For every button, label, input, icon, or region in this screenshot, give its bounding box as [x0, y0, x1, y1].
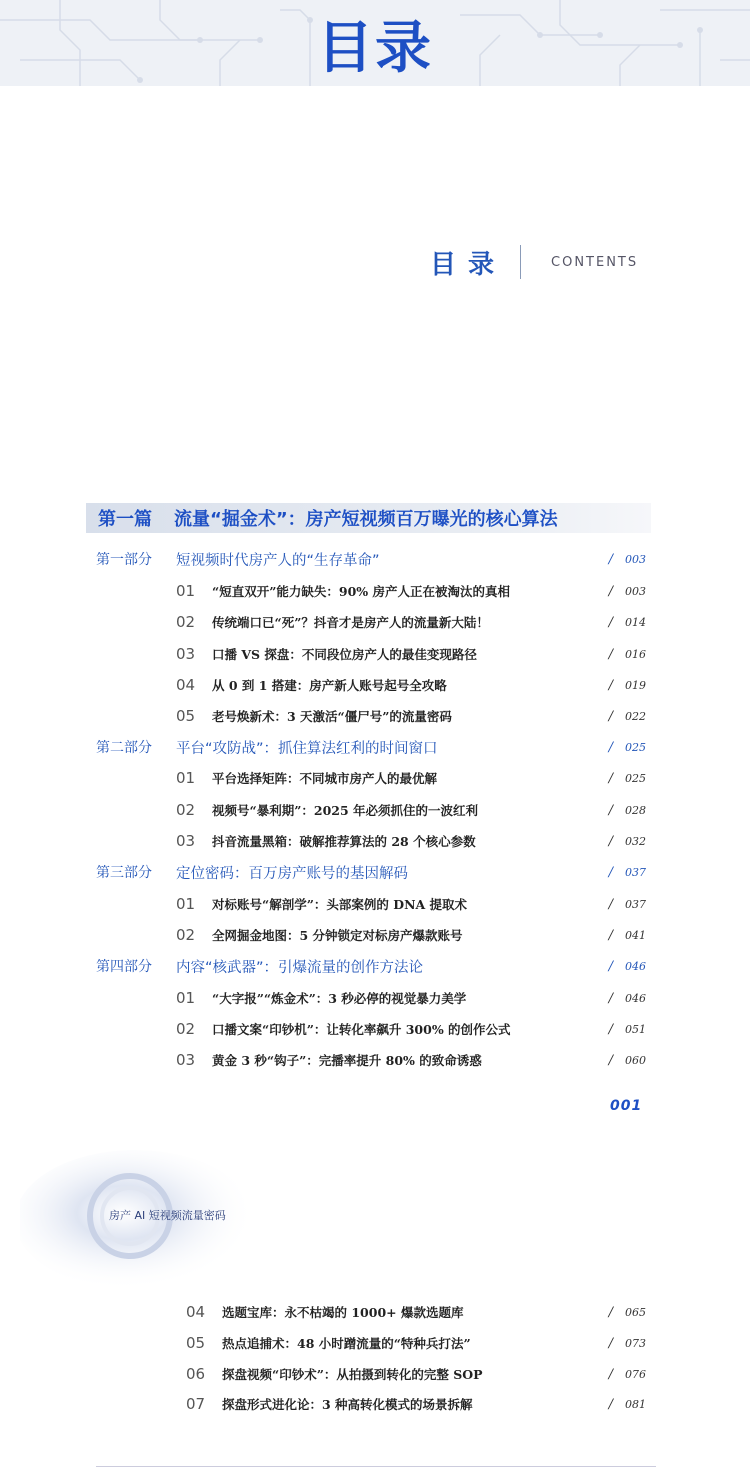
- chapter-title: 传统端口已“死”？抖音才是房产人的流量新大陆！: [212, 615, 489, 630]
- chapter-number: 01: [176, 769, 196, 787]
- page-ref-number: 028: [625, 803, 646, 817]
- toc-chapter-row[interactable]: [96, 797, 646, 823]
- bottom-divider: [96, 1466, 656, 1467]
- chapter-title: 从 0 到 1 搭建：房产新人账号起号全攻略: [212, 678, 447, 693]
- toc-chapter-row[interactable]: [96, 1047, 646, 1073]
- page-ref-number: 065: [625, 1305, 646, 1319]
- toc-chapter-row[interactable]: [96, 922, 646, 948]
- page-ref: / 019: [608, 677, 646, 693]
- section-title: 短视频时代房产人的“生存革命”: [176, 552, 380, 569]
- page-ref: / 022: [608, 708, 646, 724]
- toc-chapter-row[interactable]: [96, 641, 646, 667]
- page-ref: / 076: [608, 1366, 646, 1382]
- chapter-title: 探盘形式进化论：3 种高转化模式的场景拆解: [222, 1397, 473, 1412]
- chapter-title: 探盘视频“印钞术”：从拍摄到转化的完整 SOP: [222, 1367, 483, 1382]
- toc-chapter-row[interactable]: [96, 765, 646, 791]
- page-ref: / 025: [608, 770, 646, 786]
- toc-heading: [430, 244, 638, 280]
- page-ref-number: 025: [625, 771, 646, 785]
- chapter-number: 02: [176, 613, 196, 631]
- section-title: 内容“核武器”：引爆流量的创作方法论: [176, 959, 424, 976]
- chapter-title: 口播文案“印钞机”：让转化率飙升 300% 的创作公式: [212, 1022, 511, 1037]
- page-ref-number: 046: [625, 959, 646, 973]
- page-ref: / 003: [608, 583, 646, 599]
- toc-chapter-row[interactable]: [186, 1299, 646, 1325]
- chapter-title: 全网掘金地图：5 分钟锁定对标房产爆款账号: [212, 928, 463, 943]
- page-ref-number: 016: [625, 647, 646, 661]
- chapter-title: “短直双开”能力缺失：90% 房产人正在被淘汰的真相: [212, 584, 511, 599]
- chapter-number: 01: [176, 582, 196, 600]
- toc-chapter-row[interactable]: [186, 1361, 646, 1387]
- chapter-number: 05: [176, 707, 196, 725]
- top-banner: [0, 0, 750, 86]
- chapter-number: 02: [176, 926, 196, 944]
- running-header: 房产 AI 短视频流量密码: [109, 1209, 226, 1222]
- page-ref-number: 076: [625, 1367, 646, 1381]
- toc-chapter-row[interactable]: [96, 1016, 646, 1042]
- page-ref: / 003: [608, 551, 646, 567]
- page-ref-number: 019: [625, 678, 646, 692]
- page-ref: / 065: [608, 1304, 646, 1320]
- page-number: 001: [610, 1098, 643, 1114]
- page-ref: / 046: [608, 990, 646, 1006]
- toc-chapter-row[interactable]: [96, 891, 646, 917]
- section-title: 平台“攻防战”：抓住算法红利的时间窗口: [176, 740, 438, 757]
- toc-chapter-row[interactable]: [96, 703, 646, 729]
- part-label: 第一篇: [98, 509, 152, 530]
- chapter-number: 06: [186, 1365, 206, 1383]
- page-ref-number: 025: [625, 740, 646, 754]
- page-ref-number: 003: [625, 552, 646, 566]
- toc-section-row[interactable]: [96, 953, 646, 979]
- section-label: 第二部分: [96, 740, 152, 756]
- page-ref: / 037: [608, 896, 646, 912]
- toc-chapter-row[interactable]: [96, 609, 646, 635]
- page-ref-number: 073: [625, 1336, 646, 1350]
- page-ref: / 014: [608, 614, 646, 630]
- chapter-number: 07: [186, 1395, 206, 1413]
- page-ref-number: 081: [625, 1397, 646, 1411]
- chapter-number: 01: [176, 989, 196, 1007]
- chapter-title: 视频号“暴利期”：2025 年必须抓住的一波红利: [212, 803, 479, 818]
- chapter-title: 对标账号“解剖学”：头部案例的 DNA 提取术: [212, 897, 468, 912]
- page-ref: / 041: [608, 927, 646, 943]
- page-ref: / 081: [608, 1396, 646, 1412]
- page-ref-number: 032: [625, 834, 646, 848]
- page-ref: / 016: [608, 646, 646, 662]
- page-ref-number: 003: [625, 584, 646, 598]
- chapter-title: 平台选择矩阵：不同城市房产人的最优解: [212, 771, 438, 786]
- chapter-number: 02: [176, 801, 196, 819]
- chapter-number: 03: [176, 1051, 196, 1069]
- page-ref: / 073: [608, 1335, 646, 1351]
- heading-cn: 目录: [430, 249, 507, 280]
- chapter-title: 老号焕新术：3 天激活“僵尸号”的流量密码: [212, 709, 452, 724]
- chapter-number: 03: [176, 645, 196, 663]
- section-label: 第四部分: [96, 959, 152, 975]
- part-title: 流量“掘金术”：房产短视频百万曝光的核心算法: [174, 509, 558, 530]
- chapter-title: 抖音流量黑箱：破解推荐算法的 28 个核心参数: [212, 834, 476, 849]
- page-ref: / 051: [608, 1021, 646, 1037]
- toc-chapter-row[interactable]: [186, 1330, 646, 1356]
- page-ref-number: 046: [625, 991, 646, 1005]
- toc-section-row[interactable]: [96, 546, 646, 572]
- page-ref-number: 022: [625, 709, 646, 723]
- chapter-number: 04: [186, 1303, 206, 1321]
- header-glow-graphic: [20, 1150, 270, 1300]
- page-ref: / 028: [608, 802, 646, 818]
- page-ref: / 060: [608, 1052, 646, 1068]
- page-ref: / 037: [608, 864, 646, 880]
- section-label: 第一部分: [96, 552, 152, 568]
- toc-chapter-row[interactable]: [96, 828, 646, 854]
- page-ref: / 032: [608, 833, 646, 849]
- toc-chapter-row[interactable]: [96, 578, 646, 604]
- section-label: 第三部分: [96, 865, 152, 881]
- chapter-title: 选题宝库：永不枯竭的 1000+ 爆款选题库: [222, 1305, 464, 1320]
- heading-en: CONTENTS: [551, 254, 639, 270]
- chapter-title: 热点追捕术：48 小时蹭流量的“特种兵打法”: [222, 1336, 471, 1351]
- page-ref-number: 041: [625, 928, 646, 942]
- chapter-title: “大字报”“炼金术”：3 秒必停的视觉暴力美学: [212, 991, 467, 1006]
- toc-section-row[interactable]: [96, 859, 646, 885]
- chapter-number: 05: [186, 1334, 206, 1352]
- heading-divider: [520, 245, 521, 279]
- chapter-number: 03: [176, 832, 196, 850]
- page-ref: / 046: [608, 958, 646, 974]
- section-title: 定位密码：百万房产账号的基因解码: [176, 865, 408, 882]
- page-ref-number: 051: [625, 1022, 646, 1036]
- page-ref-number: 014: [625, 615, 646, 629]
- toc-chapter-row[interactable]: [96, 672, 646, 698]
- toc-section-row[interactable]: [96, 734, 646, 760]
- banner-title: 目录: [317, 16, 433, 81]
- toc-chapter-row[interactable]: [96, 985, 646, 1011]
- chapter-number: 04: [176, 676, 196, 694]
- toc-chapter-row[interactable]: [186, 1391, 646, 1417]
- part-banner: [86, 503, 651, 533]
- page-ref: / 025: [608, 739, 646, 755]
- page-ref-number: 037: [625, 897, 646, 911]
- chapter-number: 01: [176, 895, 196, 913]
- chapter-title: 口播 VS 探盘：不同段位房产人的最佳变现路径: [212, 647, 477, 662]
- chapter-number: 02: [176, 1020, 196, 1038]
- page-ref-number: 037: [625, 865, 646, 879]
- page-ref-number: 060: [625, 1053, 646, 1067]
- chapter-title: 黄金 3 秒“钩子”：完播率提升 80% 的致命诱惑: [212, 1053, 482, 1068]
